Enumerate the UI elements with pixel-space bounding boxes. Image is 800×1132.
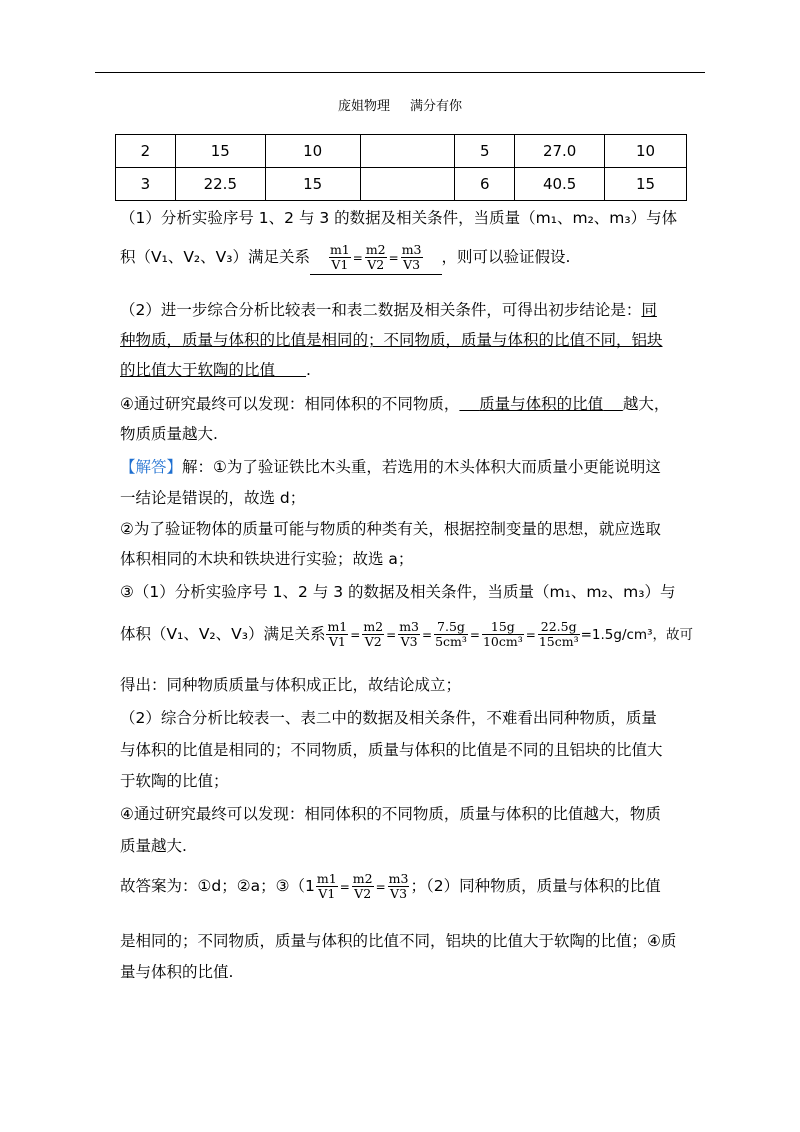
fraction: $\frac{15g}{\text{10cm³}}$: [482, 619, 523, 649]
answer-line7: 得出：同种物质质量与体积成正比，故结论成立；: [120, 676, 462, 694]
fraction: $\frac{m3}{V3}$: [401, 242, 422, 272]
header-left: 庞姐物理: [337, 99, 390, 114]
final-line1: [120, 872, 700, 901]
table-cell: 15: [265, 168, 360, 201]
answer-line1-text: 解：①为了验证铁比木头重，若选用的木头体积大而质量小更能说明这: [182, 458, 661, 476]
fraction: $\frac{m1}{V1}$: [329, 242, 350, 272]
table-cell: 22.5: [175, 168, 265, 201]
table-cell: [360, 168, 455, 201]
final-line1-pre: 故答案为：①d；②a；③（1: [120, 877, 315, 895]
answer-line1: [120, 454, 700, 480]
q4-line1-pre: ④通过研究最终可以发现：相同体积的不同物质，: [120, 395, 460, 413]
table-row: [116, 168, 687, 201]
table-cell: 5: [455, 135, 515, 168]
q2-line1-pre: （2）进一步综合分析比较表一和表二数据及相关条件，可得出初步结论是：: [120, 301, 642, 319]
table-cell: 3: [116, 168, 176, 201]
fraction: $\frac{m3}{V3}$: [399, 619, 420, 649]
table-cell: 10: [605, 135, 687, 168]
final-line1-mid: ；（2）同种物质，质量与体积的比值: [410, 877, 661, 895]
answer-line8: （2）综合分析比较表一、表二中的数据及相关条件，不难看出同种物质，质量: [120, 709, 657, 727]
answer-line10: 于软陶的比值；: [120, 772, 229, 790]
q4-line1-post: 越大，: [622, 395, 670, 413]
answer-line6-pre: 体积（V₁、V₂、V₃）满足关系: [120, 625, 326, 643]
q1-line1: （1）分析实验序号 1、2 与 3 的数据及相关条件，当质量（m₁、m₂、m₃）与体: [120, 209, 678, 227]
answer-line2: 一结论是错误的，故选 d；: [120, 489, 306, 507]
final-line2: 是相同的；不同物质，质量与体积的比值不同，铝块的比值大于软陶的比值；④质: [120, 932, 677, 950]
q2-answer-blank: 的比值大于软陶的比值: [120, 361, 276, 379]
fraction: $\frac{m1}{V1}$: [327, 619, 348, 649]
fraction: $\frac{m2}{V2}$: [365, 242, 386, 272]
q1-line2-post: ，则可以验证假设.: [441, 248, 571, 266]
answer-line12: 质量越大.: [120, 837, 187, 855]
q1-relation: $\frac{m1}{V1}$ = $\frac{m2}{V2}$ = $\frac{m3}{V3}$: [310, 243, 442, 275]
table-cell: [360, 135, 455, 168]
answer-line9: 与体积的比值是相同的；不同物质，质量与体积的比值是不同的且铝块的比值大: [120, 741, 663, 759]
answer-tag: 【解答】: [120, 458, 183, 476]
q2-line2: [120, 327, 700, 353]
table-cell: 40.5: [515, 168, 605, 201]
fraction: $\frac{m1}{V1}$: [316, 871, 337, 901]
header-rule: [95, 72, 705, 73]
answer-line11: ④通过研究最终可以发现：相同体积的不同物质，质量与体积的比值越大，物质: [120, 805, 661, 823]
fraction: $\frac{m2}{V2}$: [363, 619, 384, 649]
data-table: [115, 134, 687, 201]
q4-line2: 物质质量越大.: [120, 425, 218, 443]
q2-answer-blank: 同: [641, 301, 657, 319]
q4-answer-blank: 质量与体积的比值: [479, 395, 604, 413]
final-line3: 量与体积的比值.: [120, 963, 234, 981]
table-cell: 6: [455, 168, 515, 201]
page-header: [0, 95, 800, 114]
final-relation: $\frac{m1}{V1}$ = $\frac{m2}{V2}$ = $\frac{m3}{V3}$: [316, 871, 409, 901]
q2-answer-blank: 种物质，质量与体积的比值是相同的；不同物质，质量与体积的比值不同，铝块: [120, 331, 663, 349]
fraction: $\frac{m2}{V2}$: [352, 871, 373, 901]
q2-line1: [120, 297, 700, 323]
q2-line3: [120, 357, 700, 383]
q4-line1: [120, 391, 700, 417]
answer-line6: [120, 620, 700, 649]
table-cell: 2: [116, 135, 176, 168]
table-cell: 15: [175, 135, 265, 168]
header-right: 满分有你: [410, 99, 463, 114]
q1-line2: [120, 243, 700, 275]
answer-line6-post: =1.5g/cm³，故可: [580, 627, 693, 643]
fraction: $\frac{7.5g}{\text{5cm³}}$: [435, 619, 467, 649]
answer-line4: 体积相同的木块和铁块进行实验；故选 a；: [120, 550, 414, 568]
q2-line3-post: .: [306, 361, 311, 379]
table-cell: 10: [265, 135, 360, 168]
fraction: $\frac{m3}{V3}$: [388, 871, 409, 901]
fraction: $\frac{22.5g}{\text{15cm³}}$: [538, 619, 579, 649]
answer-line3: ②为了验证物体的质量可能与物质的种类有关，根据控制变量的思想，就应选取: [120, 520, 661, 538]
table-cell: 27.0: [515, 135, 605, 168]
answer-relation: $\frac{m1}{V1}$ = $\frac{m2}{V2}$ = $\frac{m3}{V3}$ = $\frac{7.5g}{\text{5cm³}}$ = $\frac{15g}{\text{10cm³}}$ = $\frac{22.5g}{\text{15cm³}}$: [327, 619, 579, 649]
table-row: [116, 135, 687, 168]
answer-line5: ③（1）分析实验序号 1、2 与 3 的数据及相关条件，当质量（m₁、m₂、m₃）与: [120, 583, 676, 601]
q1-line2-pre: 积（V₁、V₂、V₃）满足关系: [120, 248, 310, 266]
table-cell: 15: [605, 168, 687, 201]
